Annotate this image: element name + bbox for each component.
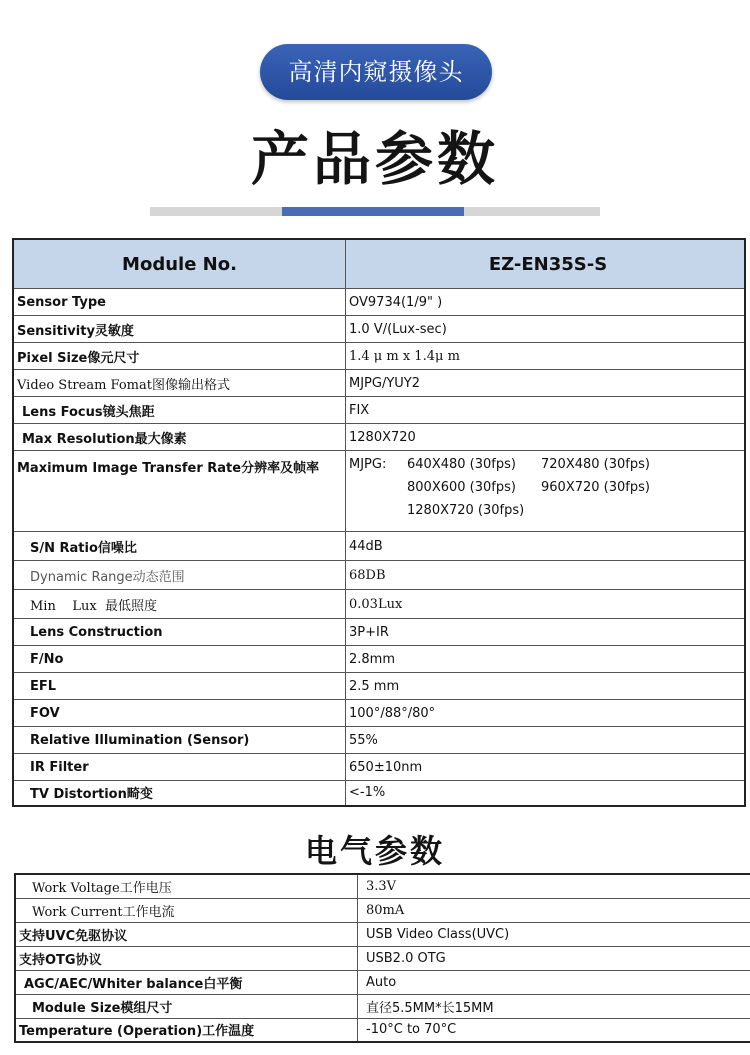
table-row <box>13 370 745 397</box>
row-label: FOV <box>13 700 346 727</box>
row-label: Min Lux 最低照度 <box>13 590 346 619</box>
table-row <box>13 561 745 590</box>
row-label: Pixel Size像元尺寸 <box>13 343 346 370</box>
row-label: EFL <box>13 673 346 700</box>
transfer-item: 720X480 (30fps) <box>541 457 650 472</box>
divider-accent <box>282 207 464 216</box>
header-module-value: EZ-EN35S-S <box>346 239 746 289</box>
row-label: Sensor Type <box>13 289 346 316</box>
table-header-row <box>13 239 745 289</box>
table-row <box>13 289 745 316</box>
row-value: OV9734(1/9" ) <box>346 289 746 316</box>
table-row <box>13 727 745 754</box>
row-value: 2.8mm <box>346 646 746 673</box>
electrical-params-table <box>14 873 750 1043</box>
row-value: 44dB <box>346 532 746 561</box>
row-value: 650±10nm <box>346 754 746 781</box>
table-row <box>13 424 745 451</box>
row-value: <-1% <box>346 781 746 806</box>
row-label: Lens Focus镜头焦距 <box>13 397 346 424</box>
transfer-item: 1280X720 (30fps) <box>407 503 525 518</box>
row-label: 支持UVC免驱协议 <box>15 922 358 946</box>
product-params-table <box>12 238 746 807</box>
table-row <box>15 970 750 994</box>
row-label: Work Current工作电流 <box>15 898 358 922</box>
row-value: 1.4 μ m x 1.4μ m <box>346 343 746 370</box>
row-value: 3.3V <box>358 874 750 898</box>
row-value: 3P+IR <box>346 619 746 646</box>
table-row <box>13 590 745 619</box>
table-row <box>13 754 745 781</box>
row-value: MJPG/YUY2 <box>346 370 746 397</box>
section-title: 电气参数 <box>304 832 445 870</box>
table-row <box>15 1018 750 1042</box>
table-row <box>13 451 745 532</box>
table-row <box>15 994 750 1018</box>
row-value: 68DB <box>346 561 746 590</box>
table-row <box>13 316 745 343</box>
row-label: F/No <box>13 646 346 673</box>
row-value: FIX <box>346 397 746 424</box>
row-value: USB2.0 OTG <box>358 946 750 970</box>
row-label: Video Stream Fomat图像输出格式 <box>13 370 346 397</box>
row-value: Auto <box>358 970 750 994</box>
row-value: 1280X720 <box>346 424 746 451</box>
page-title: 产品参数 <box>250 125 499 193</box>
row-label: Work Voltage工作电压 <box>15 874 358 898</box>
row-label: Dynamic Range动态范围 <box>13 561 346 590</box>
table-row <box>13 700 745 727</box>
transfer-prefix: MJPG: <box>349 457 387 472</box>
table-row <box>13 619 745 646</box>
row-value: 直径5.5MM*长15MM <box>358 994 750 1018</box>
row-label: TV Distortion畸变 <box>13 781 346 806</box>
transfer-item: 960X720 (30fps) <box>541 480 650 495</box>
row-label: Maximum Image Transfer Rate分辨率及帧率 <box>13 451 346 532</box>
row-label: AGC/AEC/Whiter balance白平衡 <box>15 970 358 994</box>
table-row <box>13 532 745 561</box>
row-value: 1.0 V/(Lux-sec) <box>346 316 746 343</box>
table-row <box>15 922 750 946</box>
row-value: -10°C to 70°C <box>358 1018 750 1042</box>
row-value: 55% <box>346 727 746 754</box>
row-label: Sensitivity灵敏度 <box>13 316 346 343</box>
row-label: Max Resolution最大像素 <box>13 424 346 451</box>
category-pill: 高清内窥摄像头 <box>260 44 492 100</box>
table-row <box>15 874 750 898</box>
row-label: Temperature (Operation)工作温度 <box>15 1018 358 1042</box>
row-value: 100°/88°/80° <box>346 700 746 727</box>
table-row <box>15 946 750 970</box>
header-module-label: Module No. <box>13 239 346 289</box>
row-label: 支持OTG协议 <box>15 946 358 970</box>
row-label: Lens Construction <box>13 619 346 646</box>
table-row <box>13 673 745 700</box>
table-row <box>13 781 745 806</box>
row-value: 2.5 mm <box>346 673 746 700</box>
row-value: 80mA <box>358 898 750 922</box>
table-row <box>13 397 745 424</box>
row-label: Module Size模组尺寸 <box>15 994 358 1018</box>
table-row <box>15 898 750 922</box>
row-value: USB Video Class(UVC) <box>358 922 750 946</box>
table-row <box>13 343 745 370</box>
transfer-rate-cell <box>346 451 746 532</box>
row-label: S/N Ratio信噪比 <box>13 532 346 561</box>
transfer-item: 800X600 (30fps) <box>407 480 516 495</box>
row-label: Relative Illumination (Sensor) <box>13 727 346 754</box>
transfer-item: 640X480 (30fps) <box>407 457 516 472</box>
row-label: IR Filter <box>13 754 346 781</box>
table-row <box>13 646 745 673</box>
row-value: 0.03Lux <box>346 590 746 619</box>
